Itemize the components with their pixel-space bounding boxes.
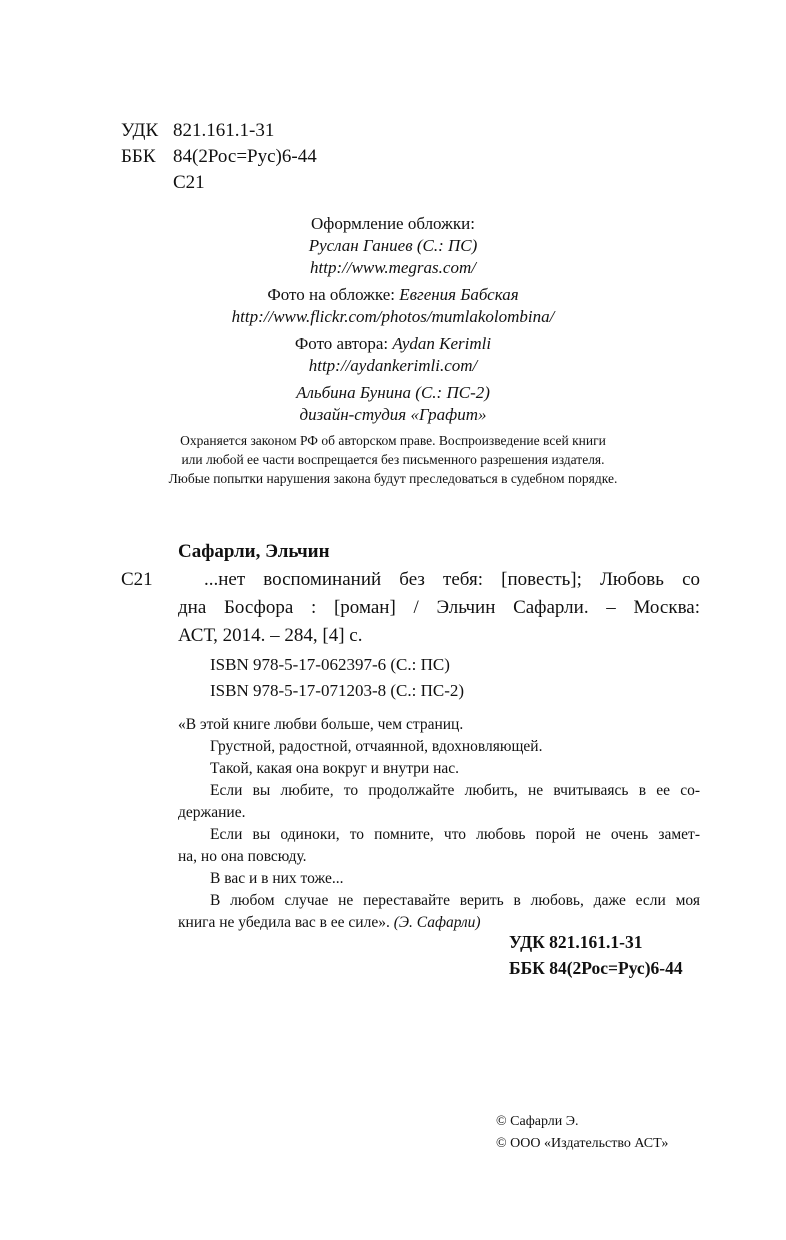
author-mark: С21: [173, 172, 205, 193]
author-photo-author: Aydan Kerimli: [392, 334, 492, 353]
author-photo-label: Фото автора:: [294, 334, 393, 353]
bib-author: Сафарли, Эльчин: [178, 541, 330, 562]
udk-label: УДК: [121, 120, 159, 141]
legal-line-3: Любые попытки нарушения закона будут преследоваться в судебном порядке.: [168, 471, 618, 486]
annotation-p5b: на, но она повсюду.: [178, 848, 307, 865]
isbn-2: ISBN 978-5-17-071203-8 (С.: ПС-2): [210, 681, 465, 700]
bib-line-1: [178, 566, 700, 594]
annotation-p5a: Если вы одиноки, то помните, что любовь порой не очень замет-: [210, 826, 700, 843]
cover-photo-label: Фото на обложке:: [267, 285, 400, 304]
design-studio: дизайн-студия «Графит»: [299, 405, 487, 424]
annotation-p3: Такой, какая она вокруг и внутри нас.: [210, 760, 460, 777]
credits-block: [0, 213, 786, 426]
legal-line-1: Охраняется законом РФ об авторском праве. Воспроизведение всей книги: [180, 433, 606, 448]
legal-notice: [0, 431, 786, 488]
annotation-p4a: Если вы любите, то продолжайте любить, не вчитываясь в ее со-: [210, 782, 700, 799]
cover-photo-line: [0, 284, 786, 306]
cover-photo-url: http://www.flickr.com/photos/mumlakolombina/: [231, 307, 555, 326]
annotation-p7a: В любом случае не переставайте верить в любовь, даже если моя: [210, 892, 700, 909]
bbk-header: [121, 144, 381, 170]
legal-line-2: или любой ее части воспрещается без письменного разрешения издателя.: [181, 452, 605, 467]
bib-line-3: АСТ, 2014. – 284, [4] с.: [178, 625, 363, 646]
annotation-p4b: держание.: [178, 804, 246, 821]
classification-codes: [509, 929, 683, 981]
cover-design-label: Оформление обложки:: [311, 214, 475, 233]
isbn-1: ISBN 978-5-17-062397-6 (С.: ПС): [210, 655, 450, 674]
bib-line-1-text: ...нет воспоминаний без тебя: [повесть]; Любовь со: [204, 569, 700, 590]
cover-designer-url: http://www.megras.com/: [310, 258, 476, 277]
author-photo-line: [0, 333, 786, 355]
copyright-block: [496, 1111, 668, 1155]
copyright-line-1: © Сафарли Э.: [496, 1114, 579, 1129]
cover-photo-author: Евгения Бабская: [399, 285, 519, 304]
udk-value: 821.161.1-31: [173, 120, 275, 141]
bib-description: [178, 566, 700, 650]
annotation-p1: «В этой книге любви больше, чем страниц.: [178, 716, 464, 733]
bib-cipher: С21: [121, 569, 153, 590]
udk-header: [121, 118, 361, 144]
codes-bbk: ББК 84(2Рос=Рус)6-44: [509, 958, 683, 978]
author-photo-url: http://aydankerimli.com/: [308, 356, 478, 375]
bbk-value: 84(2Рос=Рус)6-44: [173, 146, 317, 167]
second-designer: Альбина Бунина (С.: ПС-2): [296, 383, 490, 402]
annotation-p6: В вас и в них тоже...: [210, 870, 344, 887]
cover-designer: Руслан Ганиев (С.: ПС): [308, 236, 478, 255]
annotation-p7b: книга не убедила вас в ее силе».: [178, 914, 394, 931]
annotation-attribution: (Э. Сафарли): [393, 914, 481, 931]
bbk-label: ББК: [121, 146, 156, 167]
annotation: [178, 714, 700, 934]
codes-udk: УДК 821.161.1-31: [509, 932, 643, 952]
bib-line-2: дна Босфора : [роман] / Эльчин Сафарли. – Москва:: [178, 597, 700, 618]
copyright-line-2: © ООО «Издательство АСТ»: [496, 1136, 669, 1151]
annotation-p2: Грустной, радостной, отчаянной, вдохновляющей.: [210, 738, 543, 755]
